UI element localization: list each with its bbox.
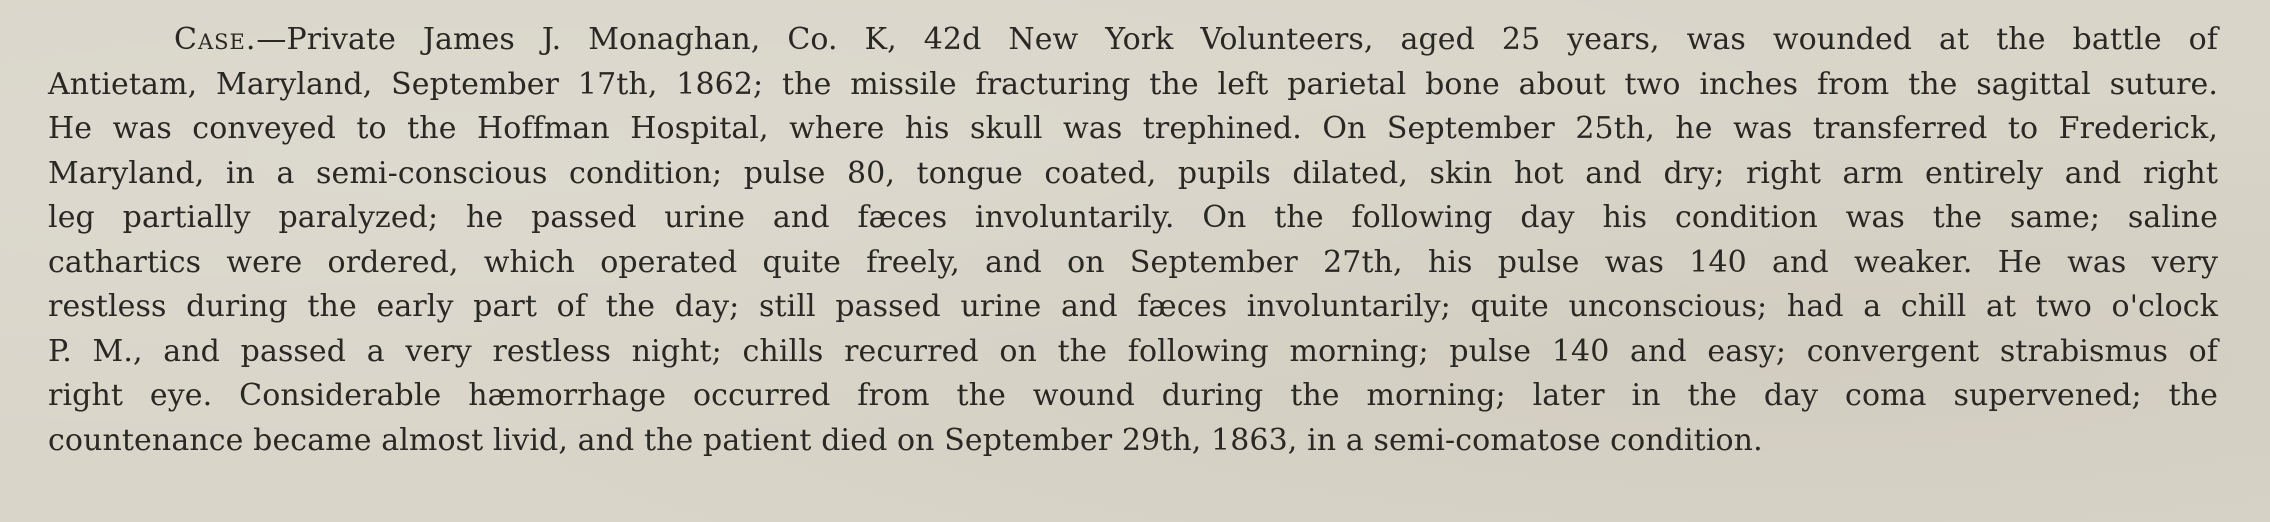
text-line-9: right eye. Considerable hæmorrhage occurred from the wound during the morning; later in the day coma supervened; the <box>48 378 2218 413</box>
text-line-2: Antietam, Maryland, September 17th, 1862; the missile fracturing the left parietal bone about two inches from the sagittal suture. <box>48 66 2218 102</box>
text-line-1-body: —Private James J. Monaghan, Co. K, 42d New York Volunteers, aged 25 years, was wounded at the battle of <box>256 22 2218 57</box>
text-line-3: He was conveyed to the Hoffman Hospital, where his skull was trephined. On September 25th, he was transferred to Frederick, <box>48 111 2218 146</box>
text-line-10: countenance became almost livid, and the patient died on September 29th, 1863, in a semi-comatose condition. <box>48 422 1763 458</box>
text-line-6: cathartics were ordered, which operated quite freely, and on September 27th, his pulse was 140 and weaker. He was very <box>48 244 2218 280</box>
case-report-paragraph <box>48 18 2218 463</box>
case-label: Case. <box>174 22 257 57</box>
text-line-8: P. M., and passed a very restless night; chills recurred on the following morning; pulse 140 and easy; convergent strabismus of <box>48 333 2218 369</box>
text-line-7: restless during the early part of the day; still passed urine and fæces involuntarily; quite unconscious; had a chill at two o'clock <box>48 289 2218 324</box>
text-line-1 <box>48 18 2218 63</box>
text-line-5: leg partially paralyzed; he passed urine and fæces involuntarily. On the following day his condition was the same; saline <box>48 200 2218 235</box>
text-line-4: Maryland, in a semi-conscious condition; pulse 80, tongue coated, pupils dilated, skin hot and dry; right arm entirely and right <box>48 155 2218 191</box>
